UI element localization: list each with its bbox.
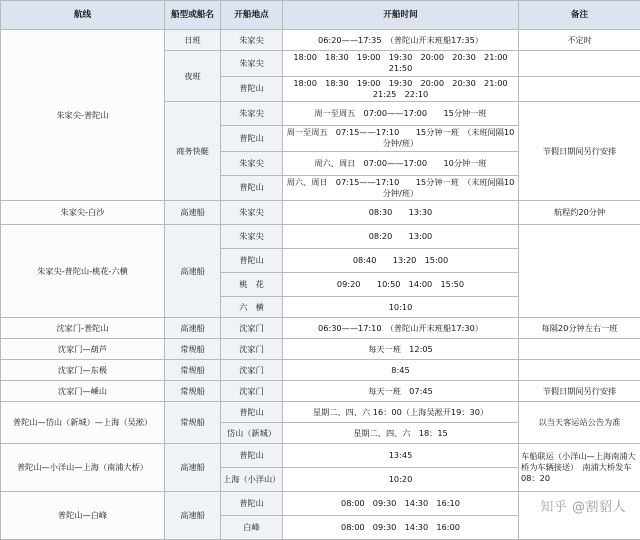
ship-type: 日班: [165, 30, 221, 51]
note: [519, 339, 640, 360]
departure-place: 朱家尖: [221, 151, 283, 175]
note: 每隔20分钟左右一班: [519, 318, 640, 339]
departure-place: 白峰: [221, 516, 283, 540]
departure-place: 桃 花: [221, 273, 283, 297]
departure-time: 08:30 13:30: [283, 201, 519, 225]
note: [519, 225, 640, 318]
departure-place: 朱家尖: [221, 201, 283, 225]
note: 车船联运（小洋山—上海南浦大桥为车辆接送） 南浦大桥发车08：20: [519, 444, 640, 492]
table-row: [1, 444, 640, 468]
departure-time: 08:00 09:30 14:30 16:00: [283, 516, 519, 540]
note: 航程约20分钟: [519, 201, 640, 225]
ship-type: 高速船: [165, 318, 221, 339]
departure-time: 周一至周五 07:15——17:10 15分钟一班 （末班间隔10分钟/班）: [283, 126, 519, 152]
header-departure-place: 开船地点: [221, 1, 283, 30]
departure-time: 18:00 18:30 19:00 19:30 20:00 20:30 21:00 21:25 22:10: [283, 76, 519, 102]
route-name: 普陀山—岱山（新城）—上海（吴淞）: [1, 402, 165, 444]
departure-time: 周六、周日 07:00——17:00 10分钟一班: [283, 151, 519, 175]
ship-type: 高速船: [165, 492, 221, 540]
route-name: 沈家门—东极: [1, 360, 165, 381]
departure-time: 08:00 09:30 14:30 16:10: [283, 492, 519, 516]
ship-type: 夜班: [165, 51, 221, 102]
departure-place: 普陀山: [221, 444, 283, 468]
departure-place: 朱家尖: [221, 30, 283, 51]
header-note: 备注: [519, 1, 640, 30]
departure-place: 六 横: [221, 297, 283, 318]
header-ship-type: 船型或船名: [165, 1, 221, 30]
departure-place: 沈家门: [221, 318, 283, 339]
note: 不定时: [519, 30, 640, 51]
route-name: 沈家门-普陀山: [1, 318, 165, 339]
departure-time: 星期二、四、六 16：00（上海吴淞开19：30）: [283, 402, 519, 423]
departure-place: 普陀山: [221, 76, 283, 102]
route-name: 普陀山—白峰: [1, 492, 165, 540]
note: 节假日期间另行安排: [519, 102, 640, 201]
ship-type: 常规船: [165, 402, 221, 444]
ship-type: 商务快艇: [165, 102, 221, 201]
route-name: 朱家尖-白沙: [1, 201, 165, 225]
table-row: [1, 30, 640, 51]
departure-time: 06:20——17:35 （普陀山开末班船17:35）: [283, 30, 519, 51]
table-row: [1, 339, 640, 360]
departure-place: 普陀山: [221, 492, 283, 516]
ship-type: 常规船: [165, 360, 221, 381]
ship-type: 高速船: [165, 201, 221, 225]
departure-place: 普陀山: [221, 175, 283, 201]
table-row: [1, 225, 640, 249]
departure-time: 08:20 13:00: [283, 225, 519, 249]
departure-place: 沈家门: [221, 339, 283, 360]
departure-time: 18:00 18:30 19:00 19:30 20:00 20:30 21:00 21:50: [283, 51, 519, 77]
ship-type: 高速船: [165, 444, 221, 492]
departure-time: 星期二、四、六 18：15: [283, 423, 519, 444]
departure-place: 朱家尖: [221, 102, 283, 126]
departure-time: 每天一班 07:45: [283, 381, 519, 402]
route-name: 朱家尖-普陀山-桃花-六横: [1, 225, 165, 318]
table-row: [1, 318, 640, 339]
table-row: [1, 360, 640, 381]
departure-time: 10:10: [283, 297, 519, 318]
departure-time: 13:45: [283, 444, 519, 468]
departure-place: 上海（小洋山）: [221, 468, 283, 492]
route-name: 沈家门—嵊山: [1, 381, 165, 402]
watermark: 知乎 @割貂人: [540, 496, 626, 515]
ship-type: 常规船: [165, 381, 221, 402]
ship-type: 常规船: [165, 339, 221, 360]
departure-place: 朱家尖: [221, 225, 283, 249]
departure-time: 每天一班 12:05: [283, 339, 519, 360]
table-row: [1, 402, 640, 423]
route-name: 朱家尖-普陀山: [1, 30, 165, 201]
departure-place: 普陀山: [221, 126, 283, 152]
note: [519, 360, 640, 381]
table-row: [1, 381, 640, 402]
note: [519, 51, 640, 77]
departure-place: 普陀山: [221, 402, 283, 423]
departure-place: 普陀山: [221, 249, 283, 273]
note: [519, 76, 640, 102]
header-row: [1, 1, 640, 30]
route-name: 沈家门—葫芦: [1, 339, 165, 360]
ship-type: 高速船: [165, 225, 221, 318]
header-departure-time: 开船时间: [283, 1, 519, 30]
departure-place: 岱山（新城）: [221, 423, 283, 444]
departure-place: 沈家门: [221, 360, 283, 381]
departure-time: 8:45: [283, 360, 519, 381]
departure-time: 周六、周日 07:15——17:10 15分钟一班 （末班间隔10分钟/班）: [283, 175, 519, 201]
departure-place: 沈家门: [221, 381, 283, 402]
note: 以当天客运站公告为准: [519, 402, 640, 444]
departure-time: 10:20: [283, 468, 519, 492]
departure-time: 周一至周五 07:00——17:00 15分钟一班: [283, 102, 519, 126]
table-row: [1, 201, 640, 225]
departure-time: 09:20 10:50 14:00 15:50: [283, 273, 519, 297]
route-name: 普陀山—小洋山—上海（南浦大桥）: [1, 444, 165, 492]
header-route: 航线: [1, 1, 165, 30]
departure-place: 朱家尖: [221, 51, 283, 77]
departure-time: 08:40 13:20 15:00: [283, 249, 519, 273]
departure-time: 06:30——17:10 （普陀山开末班船17:30）: [283, 318, 519, 339]
note: 节假日期间另行安排: [519, 381, 640, 402]
